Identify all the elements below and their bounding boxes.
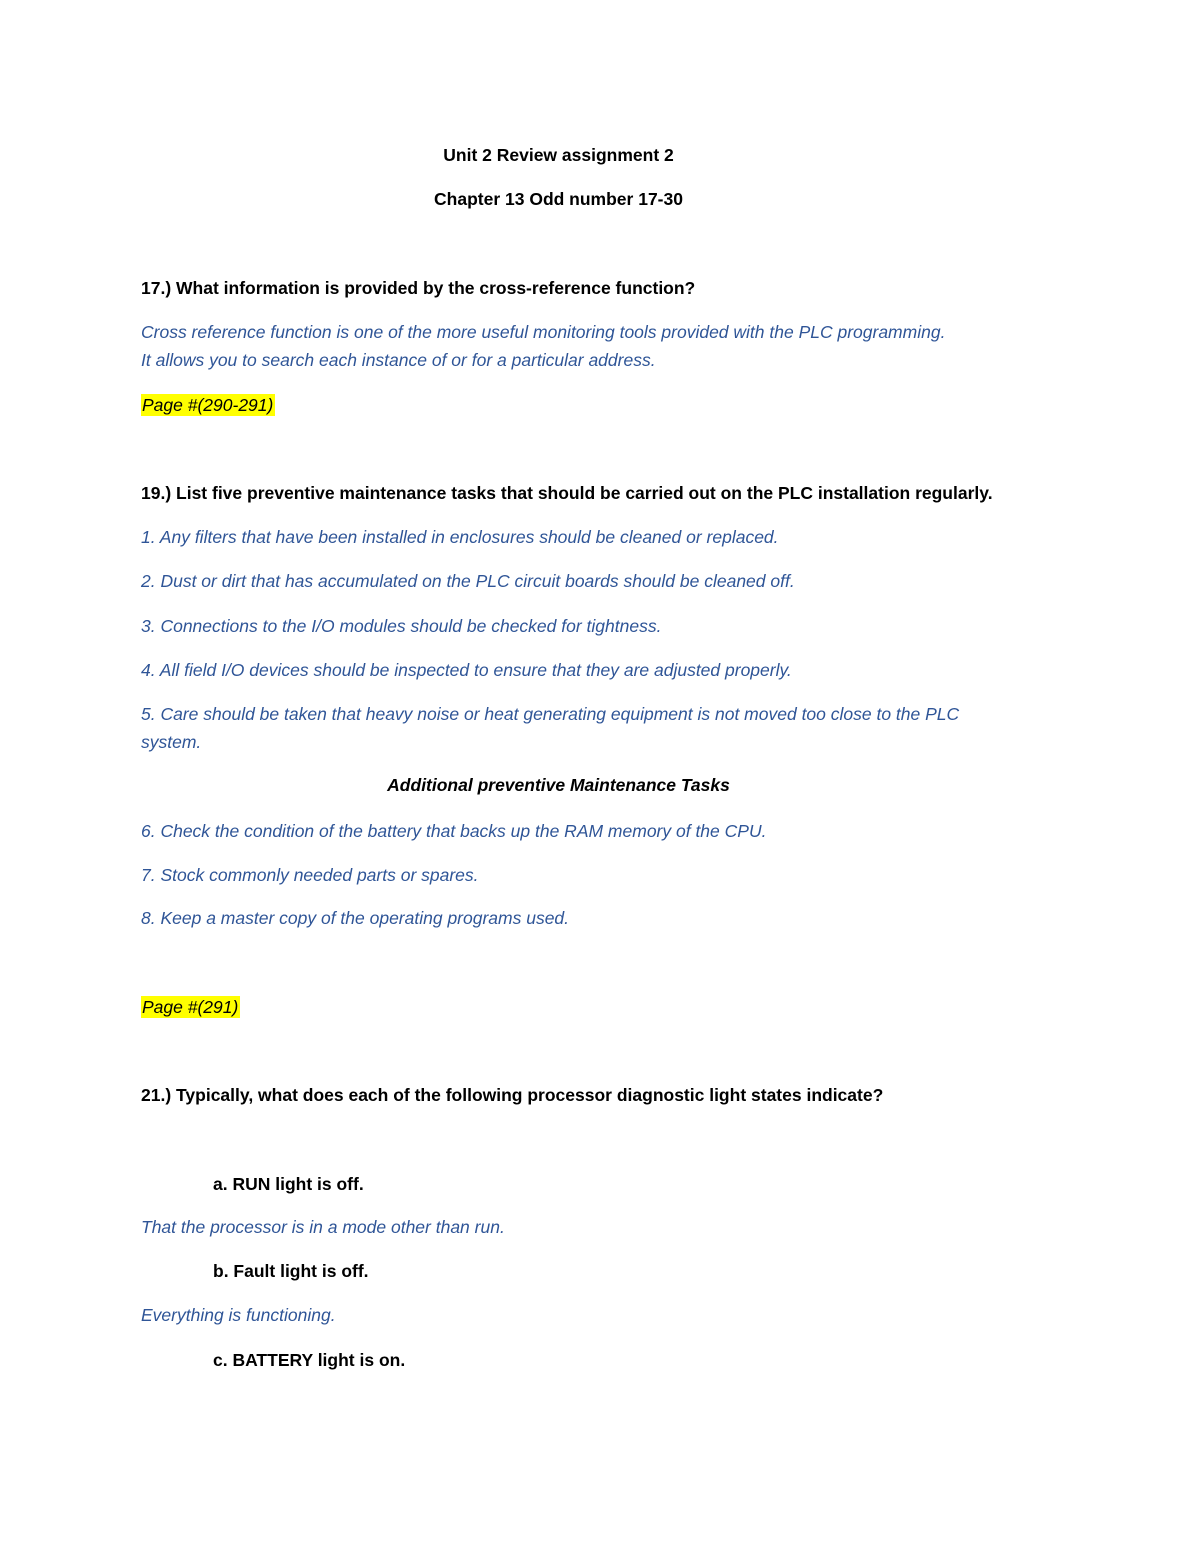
answer-19-item-8: 8. Keep a master copy of the operating programs used. [141,908,570,928]
answer-19-item-5-cont: system. [141,732,202,752]
highlighted-page-ref: Page #(291) [142,997,239,1017]
question-19: 19.) List five preventive maintenance tasks that should be carried out on the PLC installation regularly. [141,483,993,503]
answer-21-a: That the processor is in a mode other than run. [141,1217,505,1237]
answer-19-item-5: 5. Care should be taken that heavy noise or heat generating equipment is not moved too close to the PLC [141,704,960,724]
answer-21-b: Everything is functioning. [141,1305,336,1325]
question-21: 21.) Typically, what does each of the following processor diagnostic light states indicate? [141,1085,884,1105]
answer-19-item-4: 4. All field I/O devices should be inspected to ensure that they are adjusted properly. [141,660,792,680]
page-reference-17 [141,393,275,417]
question-21-a: a. RUN light is off. [213,1174,364,1194]
answer-17-line-1: Cross reference function is one of the more useful monitoring tools provided with the PLC programming. [141,322,946,342]
page-reference-19 [141,995,240,1019]
additional-tasks-heading: Additional preventive Maintenance Tasks [387,775,730,795]
answer-19-item-3: 3. Connections to the I/O modules should be checked for tightness. [141,616,662,636]
highlighted-page-ref: Page #(290-291) [142,395,274,415]
question-17: 17.) What information is provided by the cross-reference function? [141,278,696,298]
document-title: Unit 2 Review assignment 2 [443,145,674,165]
answer-19-item-7: 7. Stock commonly needed parts or spares. [141,865,479,885]
answer-17-line-2: It allows you to search each instance of or for a particular address. [141,350,656,370]
document-subtitle: Chapter 13 Odd number 17-30 [434,189,683,209]
question-21-b: b. Fault light is off. [213,1261,369,1281]
question-21-c: c. BATTERY light is on. [213,1350,406,1370]
answer-19-item-1: 1. Any filters that have been installed in enclosures should be cleaned or replaced. [141,527,779,547]
answer-19-item-6: 6. Check the condition of the battery that backs up the RAM memory of the CPU. [141,821,767,841]
answer-19-item-2: 2. Dust or dirt that has accumulated on the PLC circuit boards should be cleaned off. [141,571,795,591]
